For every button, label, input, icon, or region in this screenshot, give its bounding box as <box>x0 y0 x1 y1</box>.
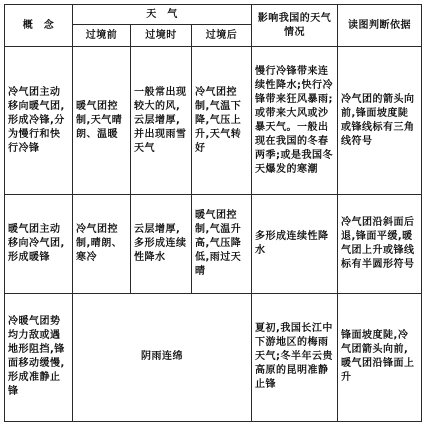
table-row-cold-front <box>5 47 422 195</box>
header-before: 过境前 <box>73 25 131 47</box>
cell-before: 暖气团控制,天气晴朗、温暖 <box>73 47 131 195</box>
header-concept: 概 念 <box>5 5 73 47</box>
cell-after: 冷气团控制,气温下降,气压上升,天气转好 <box>192 47 252 195</box>
cell-impact: 夏初,我国长江中下游地区的梅雨天气;冬半年云贵高原的昆明准静止锋 <box>252 293 338 421</box>
cell-before: 冷气团控制,晴朗、寒冷 <box>73 195 131 293</box>
cell-weather-merged: 阴雨连绵 <box>73 293 252 421</box>
weather-front-table <box>4 4 422 422</box>
table-row-warm-front <box>5 195 422 293</box>
cell-after: 暖气团控制,气温升高,气压降低,雨过天晴 <box>192 195 252 293</box>
header-row-1 <box>5 5 422 25</box>
header-after: 过境后 <box>192 25 252 47</box>
cell-concept: 冷气团主动移向暖气团,形成冷锋,分为慢行和快行冷锋 <box>5 47 73 195</box>
cell-during: 云层增厚,多形成连续性降水 <box>131 195 192 293</box>
header-weather: 天 气 <box>73 5 252 25</box>
cell-impact: 慢行冷锋带来连续性降水;快行冷锋带来狂风暴雨;或带来大风或沙暴天气。一般出现在我国的冬春两季;或是我国冬天爆发的寒潮 <box>252 47 338 195</box>
cell-reading: 冷气团的箭头向前,锋面坡度陡或锋线标有三角线符号 <box>338 47 422 195</box>
cell-reading: 锋面坡度陡,冷气团箭头向前,暖气团沿锋面上升 <box>338 293 422 421</box>
header-reading: 读图判断依据 <box>338 5 422 47</box>
cell-concept: 暖气团主动移向冷气团,形成暖锋 <box>5 195 73 293</box>
cell-reading: 冷气团沿斜面后退,锋面平缓,暖气团上升或锋线标有半圆形符号 <box>338 195 422 293</box>
header-impact: 影响我国的天气情况 <box>252 5 338 47</box>
table-row-stationary-front <box>5 293 422 421</box>
header-during: 过境时 <box>131 25 192 47</box>
cell-impact: 多形成连续性降水 <box>252 195 338 293</box>
cell-during: 一般常出现较大的风,云层增厚,并出现雨雪天气 <box>131 47 192 195</box>
cell-concept: 冷暖气团势均力敌或遇地形阻挡,锋面移动缓慢,形成准静止锋 <box>5 293 73 421</box>
